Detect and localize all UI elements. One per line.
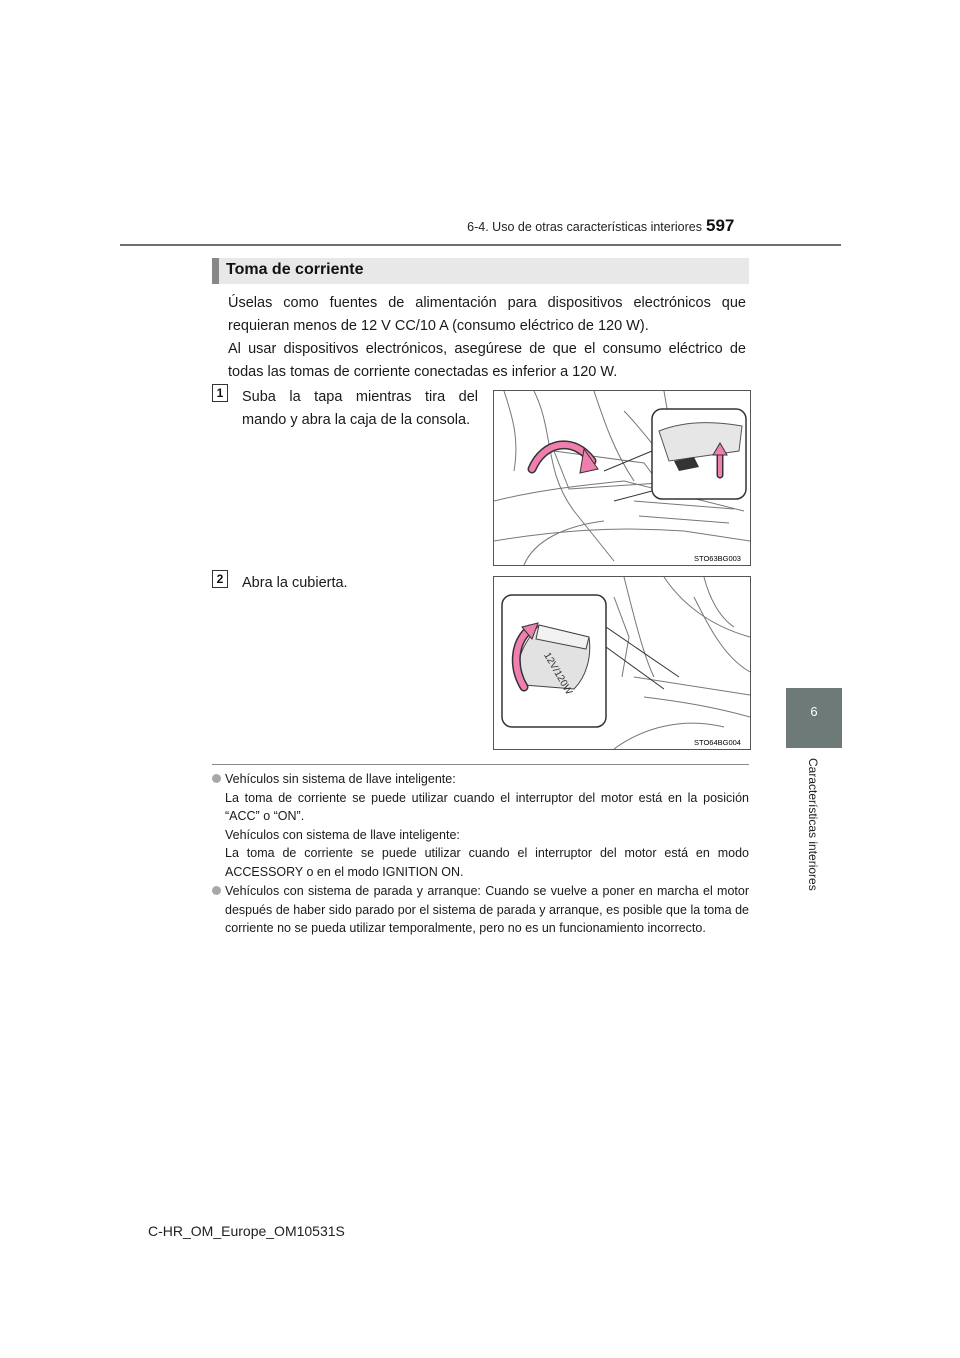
note-line: Vehículos con sistema de parada y arranque: Cuando se vuelve a poner en marcha el motor después de haber sido parado por el sistema de parada y arranque, es posible que la toma de corriente no se pueda utilizar temporalmente, pero no es un funcionamiento incorrecto. (225, 884, 749, 935)
intro-paragraph-2: Al usar dispositivos electrónicos, asegúrese de que el consumo eléctrico de todas las tomas de corriente conectadas es inferior a 120 W. (228, 341, 746, 380)
step-text-2: Abra la cubierta. (242, 575, 348, 591)
step-number-2: 2 (212, 570, 228, 588)
note-stop-start (212, 882, 749, 938)
figure-power-outlet (493, 576, 751, 750)
section-title: Toma de corriente (226, 261, 364, 278)
figure-console-box (493, 390, 751, 566)
note-line: Vehículos con sistema de llave inteligente: (225, 827, 460, 842)
section-title-accent (212, 258, 219, 284)
chapter-tab-label: Características interiores (806, 758, 820, 891)
console-box-illustration (494, 391, 750, 565)
outlet-rating-label: 12V/120W (541, 650, 575, 697)
figure-code-1: STO63BG003 (694, 554, 741, 563)
note-bullet-icon (212, 774, 221, 783)
note-line: Vehículos sin sistema de llave inteligente: (225, 772, 456, 786)
figure-code-2: STO64BG004 (694, 738, 741, 747)
step-text-1: Suba la tapa mientras tira del mando y abra la caja de la consola. (242, 389, 478, 428)
power-outlet-illustration (494, 577, 750, 749)
note-smart-key (212, 770, 749, 881)
running-header-section: 6-4. Uso de otras características interiores (467, 220, 702, 234)
step-number-1: 1 (212, 384, 228, 402)
manual-code-footer: C-HR_OM_Europe_OM10531S (148, 1223, 345, 1239)
notes-divider (212, 764, 749, 765)
header-divider (120, 244, 841, 246)
intro-paragraph-1: Úselas como fuentes de alimentación para dispositivos electrónicos que requieran menos de 12 V CC/10 A (consumo eléctrico de 120 W). (228, 295, 746, 334)
note-bullet-icon (212, 886, 221, 895)
page-number: 597 (706, 216, 735, 235)
note-line: La toma de corriente se puede utilizar cuando el interruptor del motor está en modo ACCESSORY o en el modo IGNITION ON. (225, 846, 749, 879)
note-line: La toma de corriente se puede utilizar cuando el interruptor del motor está en la posición “ACC” o “ON”. (225, 790, 749, 823)
chapter-tab-number: 6 (810, 704, 818, 719)
